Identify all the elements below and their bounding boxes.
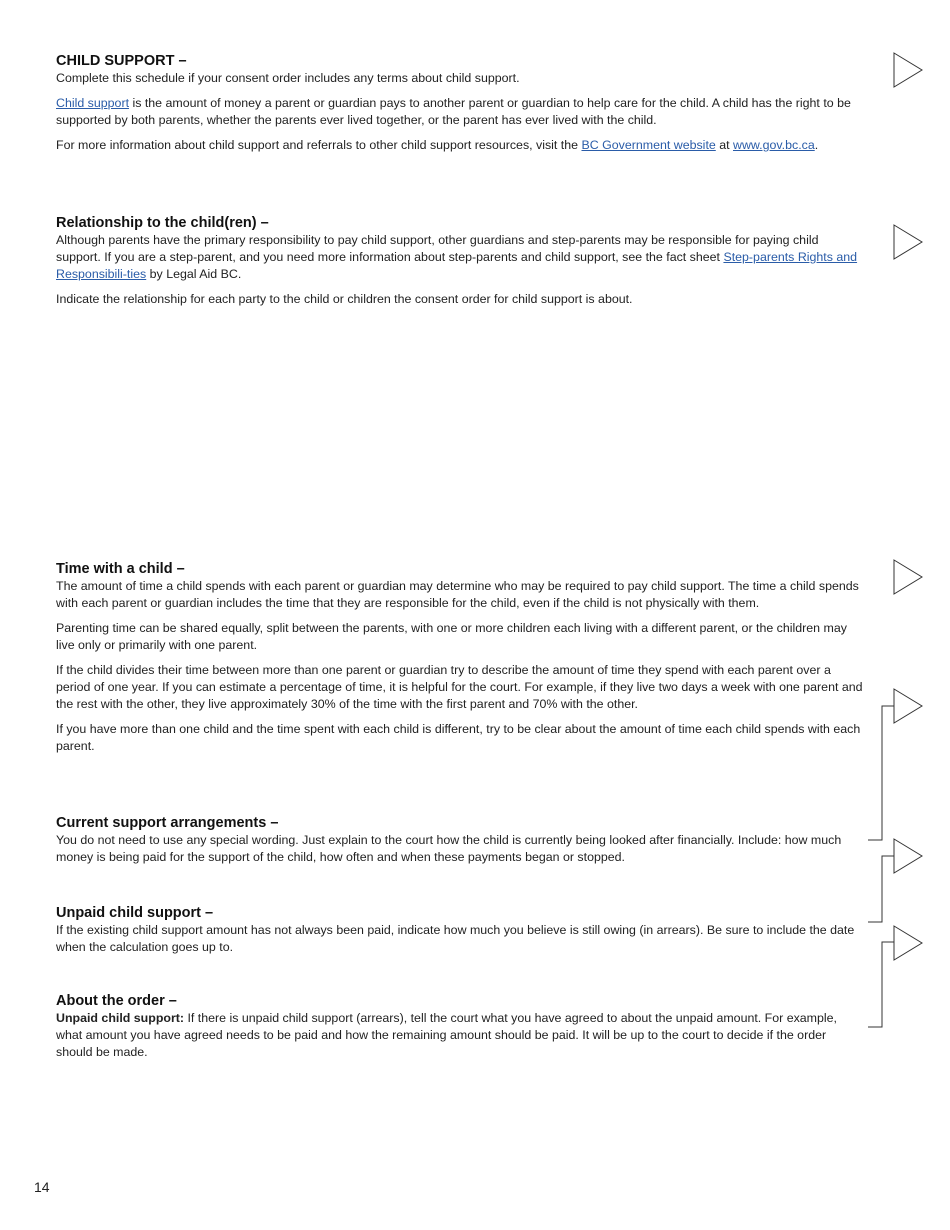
page-number: 14	[34, 1179, 50, 1195]
paragraph: Child support is the amount of money a parent or guardian pays to another parent or guardian to help care for the child. A child has the right to be supported by both parents, whether the parents ever lived together, or the parent has ever lived with the child.	[56, 96, 851, 127]
paragraph: Complete this schedule if your consent order includes any terms about child support.	[56, 71, 520, 85]
triangle-marker-icon	[893, 224, 923, 260]
paragraph: For more information about child support and referrals to other child support resources, visit the BC Government website at www.gov.bc.ca.	[56, 138, 819, 152]
bc-government-website-link[interactable]: BC Government website	[581, 138, 716, 152]
paragraph: If you have more than one child and the time spent with each child is different, try to be clear about the amount of time each child spends with each parent.	[56, 722, 861, 753]
section-heading: Time with a child –	[56, 561, 185, 577]
gov-bc-ca-link[interactable]: www.gov.bc.ca	[733, 138, 815, 152]
triangle-marker-icon	[893, 52, 923, 88]
triangle-marker-icon	[893, 559, 923, 595]
section-heading: Relationship to the child(ren) –	[56, 215, 269, 231]
paragraph: If the child divides their time between more than one parent or guardian try to describe the amount of time they spend with each parent over a period of one year. If you can estimate a percentage of time, it is helpful for the court. For example, if they live two days a week with one parent and the rest with the other, they live approximately 30% of the time with the first parent and 70% with the other.	[56, 663, 863, 711]
paragraph: Unpaid child support: If there is unpaid child support (arrears), tell the court what you have agreed to about the unpaid amount. For example, what amount you have agreed needs to be paid and how the remaining amount should be paid. It will be up to the court to decide if the order should be made.	[56, 1011, 837, 1059]
section-child-support	[56, 52, 866, 162]
paragraph: Parenting time can be shared equally, split between the parents, with one or more children each living with a different parent, or the children may live only or primarily with one parent.	[56, 621, 847, 652]
paragraph: Although parents have the primary responsibility to pay child support, other guardians and step-parents may be responsible for paying child support. If you are a step-parent, and you need more information about step-parents and child support, see the fact sheet Step-parents Rights and Responsibili-ties by Legal Aid BC.	[56, 233, 858, 281]
section-heading: Current support arrangements –	[56, 815, 279, 831]
step-parents-rights-link[interactable]: Step-parents Rights and Responsibili-ties	[56, 250, 858, 281]
paragraph: You do not need to use any special wording. Just explain to the court how the child is currently being looked after financially. Include: how much money is being paid for the support of the child, how often and when these payments began or stopped.	[56, 833, 842, 864]
bracket-connector	[860, 700, 900, 1040]
section-time-with-child	[56, 560, 866, 763]
section-heading: CHILD SUPPORT –	[56, 53, 187, 69]
paragraph: Indicate the relationship for each party to the child or children the consent order for child support is about.	[56, 292, 633, 306]
section-unpaid-support	[56, 904, 866, 964]
section-current-support	[56, 814, 866, 874]
paragraph: If the existing child support amount has not always been paid, indicate how much you believe is still owing (in arrears). Be sure to include the date when the calculation goes up to.	[56, 923, 855, 954]
paragraph: The amount of time a child spends with each parent or guardian may determine who may be required to pay child support. The time a child spends with each parent or guardian includes the time that they are responsible for the child, even if the child is not physically with them.	[56, 579, 859, 610]
section-heading: About the order –	[56, 993, 177, 1009]
section-relationship	[56, 214, 866, 316]
section-heading: Unpaid child support –	[56, 905, 214, 921]
child-support-link[interactable]: Child support	[56, 96, 130, 110]
section-about-order	[56, 992, 866, 1069]
